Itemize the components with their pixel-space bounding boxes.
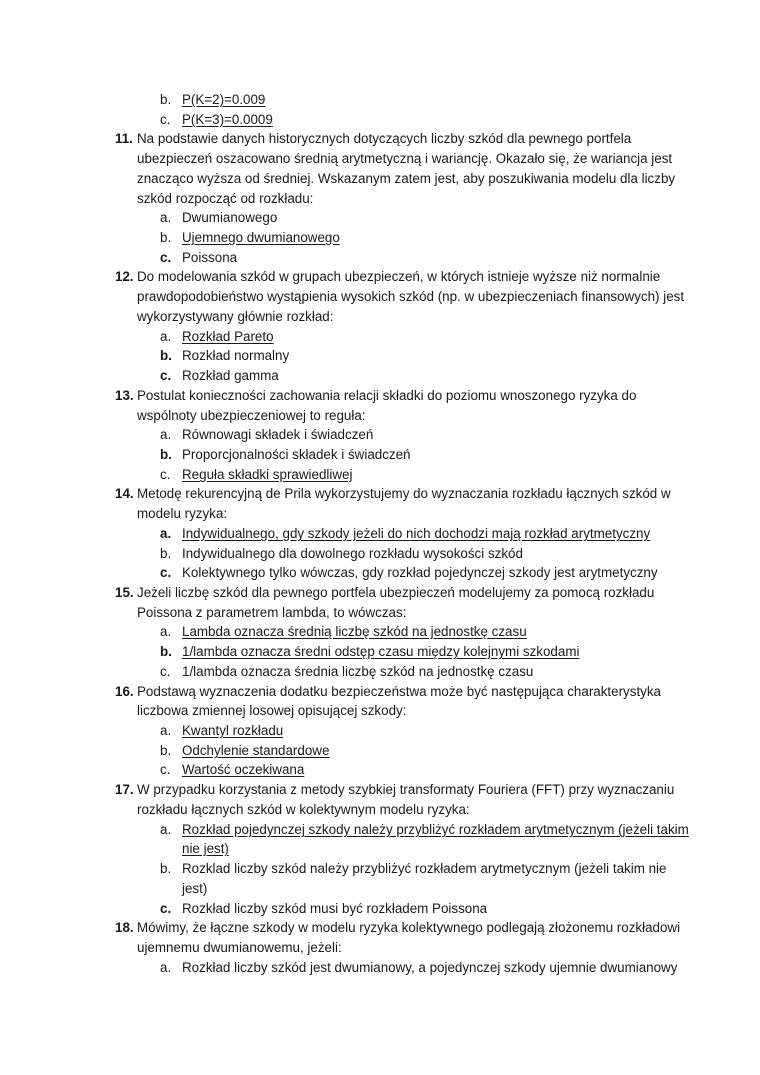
- question-number: 13.: [115, 388, 134, 403]
- question-text-continued: Poissona z parametrem lambda, to wówczas:: [137, 605, 407, 620]
- question-text-continued: rozkładu łącznych szkód w kolektywnym modelu ryzyka:: [137, 802, 470, 817]
- question-text-continued: wspólnoty ubezpieczeniowej to reguła:: [137, 408, 366, 423]
- answer-option: Indywidualnego, gdy szkody jeżeli do nich dochodzi mają rozkład arytmetyczny: [182, 526, 651, 541]
- answer-option: Rozkład normalny: [182, 348, 290, 363]
- answer-option: Reguła składki sprawiedliwej: [182, 467, 353, 482]
- answer-option: Odchylenie standardowe: [182, 743, 330, 758]
- answer-marker: b.: [160, 92, 172, 107]
- answer-option: Ujemnego dwumianowego: [182, 230, 340, 245]
- answer-marker: b.: [160, 743, 172, 758]
- answer-option: Rozkład liczby szkód jest dwumianowy, a pojedynczej szkody ujemnie dwumianowy: [182, 960, 678, 975]
- question-text-continued: szkód rozpocząć od rozkładu:: [137, 191, 314, 206]
- question-text: Jeżeli liczbę szkód dla pewnego portfela ubezpieczeń modelujemy za pomocą rozkładu: [137, 585, 655, 600]
- answer-marker: a.: [160, 427, 172, 442]
- answer-option: Indywidualnego dla dowolnego rozkładu wysokości szkód: [182, 546, 523, 561]
- answer-option: Rozkład liczby szkód musi być rozkładem Poissona: [182, 901, 488, 916]
- question-text: Postulat konieczności zachowania relacji składki do poziomu wnoszonego ryzyka do: [137, 388, 637, 403]
- answer-marker: a.: [160, 624, 172, 639]
- answer-option: Proporcjonalności składek i świadczeń: [182, 447, 411, 462]
- answer-marker: c.: [160, 467, 171, 482]
- question-number: 12.: [115, 269, 134, 284]
- answer-option: Rozkład Pareto: [182, 329, 274, 344]
- question-text-continued: ubezpieczeń oszacowano średnią arytmetyczną i wariancję. Okazało się, że wariancja jest: [137, 151, 673, 166]
- answer-option: 1/lambda oznacza średni odstęp czasu między kolejnymi szkodami: [182, 644, 580, 659]
- answer-option: Kolektywnego tylko wówczas, gdy rozkład pojedynczej szkody jest arytmetyczny: [182, 565, 658, 580]
- answer-option: Kwantyl rozkładu: [182, 723, 284, 738]
- question-text: Na podstawie danych historycznych dotyczących liczby szkód dla pewnego portfela: [137, 131, 632, 146]
- answer-marker: b.: [160, 861, 172, 876]
- answer-marker: a.: [160, 526, 172, 541]
- answer-option: Rozkład pojedynczej szkody należy przybliżyć rozkładem arytmetycznym (jeżeli takim: [182, 822, 689, 837]
- answer-marker: a.: [160, 329, 172, 344]
- question-text-continued: znacząco wyższa od średniej. Wskazanym zatem jest, aby poszukiwania modelu dla liczby: [137, 171, 676, 186]
- answer-marker: b.: [160, 447, 172, 462]
- answer-option: Wartość oczekiwana: [182, 762, 305, 777]
- question-number: 16.: [115, 684, 134, 699]
- answer-marker: c.: [160, 565, 172, 580]
- question-number: 11.: [115, 131, 133, 146]
- answer-marker: b.: [160, 644, 172, 659]
- answer-option: Rozklad liczby szkód należy przybliżyć rozkładem arytmetycznym (jeżeli takim nie: [182, 861, 667, 876]
- answer-marker: c.: [160, 368, 172, 383]
- answer-option: P(K=3)=0.0009: [182, 112, 273, 127]
- answer-marker: a.: [160, 210, 172, 225]
- question-text: Mówimy, że łączne szkody w modelu ryzyka kolektywnego podlegają złożonemu rozkładowi: [137, 920, 681, 935]
- question-text-continued: wykorzystywany głównie rozkład:: [137, 309, 334, 324]
- answer-marker: c.: [160, 112, 171, 127]
- answer-marker: b.: [160, 230, 172, 245]
- answer-option: P(K=2)=0.009: [182, 92, 266, 107]
- question-text-continued: prawdopodobieństwo wystąpienia wysokich szkód (np. w ubezpieczeniach finansowych) jest: [137, 289, 685, 304]
- answer-option: Dwumianowego: [182, 210, 278, 225]
- question-text-continued: modelu ryzyka:: [137, 506, 228, 521]
- answer-marker: a.: [160, 723, 172, 738]
- answer-option: 1/lambda oznacza średnia liczbę szkód na jednostkę czasu: [182, 664, 534, 679]
- answer-marker: b.: [160, 348, 172, 363]
- answer-marker: c.: [160, 762, 171, 777]
- answer-marker: b.: [160, 546, 172, 561]
- answer-marker: c.: [160, 901, 172, 916]
- question-text: Metodę rekurencyjną de Prila wykorzystujemy do wyznaczania rozkładu łącznych szkód w: [137, 486, 671, 501]
- answer-option: Lambda oznacza średnią liczbę szkód na jednostkę czasu: [182, 624, 527, 639]
- answer-option: Równowagi składek i świadczeń: [182, 427, 374, 442]
- question-number: 14.: [115, 486, 134, 501]
- question-text-continued: ujemnemu dwumianowemu, jeżeli:: [137, 940, 342, 955]
- answer-marker: a.: [160, 960, 172, 975]
- answer-marker: c.: [160, 250, 172, 265]
- question-number: 15.: [115, 585, 134, 600]
- answer-option-continued: jest): [182, 881, 208, 896]
- answer-marker: c.: [160, 664, 171, 679]
- question-text-continued: liczbowa zmiennej losowej opisującej szkody:: [137, 703, 407, 718]
- answer-marker: a.: [160, 822, 172, 837]
- question-text: W przypadku korzystania z metody szybkiej transformaty Fouriera (FFT) przy wyznaczaniu: [137, 782, 675, 797]
- answer-option: Poissona: [182, 250, 238, 265]
- question-text: Do modelowania szkód w grupach ubezpieczeń, w których istnieje wyższe niż normalnie: [137, 269, 661, 284]
- question-number: 18.: [115, 920, 134, 935]
- question-number: 17.: [115, 782, 134, 797]
- answer-option: Rozkład gamma: [182, 368, 279, 383]
- answer-option-continued: nie jest): [182, 841, 229, 856]
- question-text: Podstawą wyznaczenia dodatku bezpieczeństwa może być następująca charakterystyka: [137, 684, 662, 699]
